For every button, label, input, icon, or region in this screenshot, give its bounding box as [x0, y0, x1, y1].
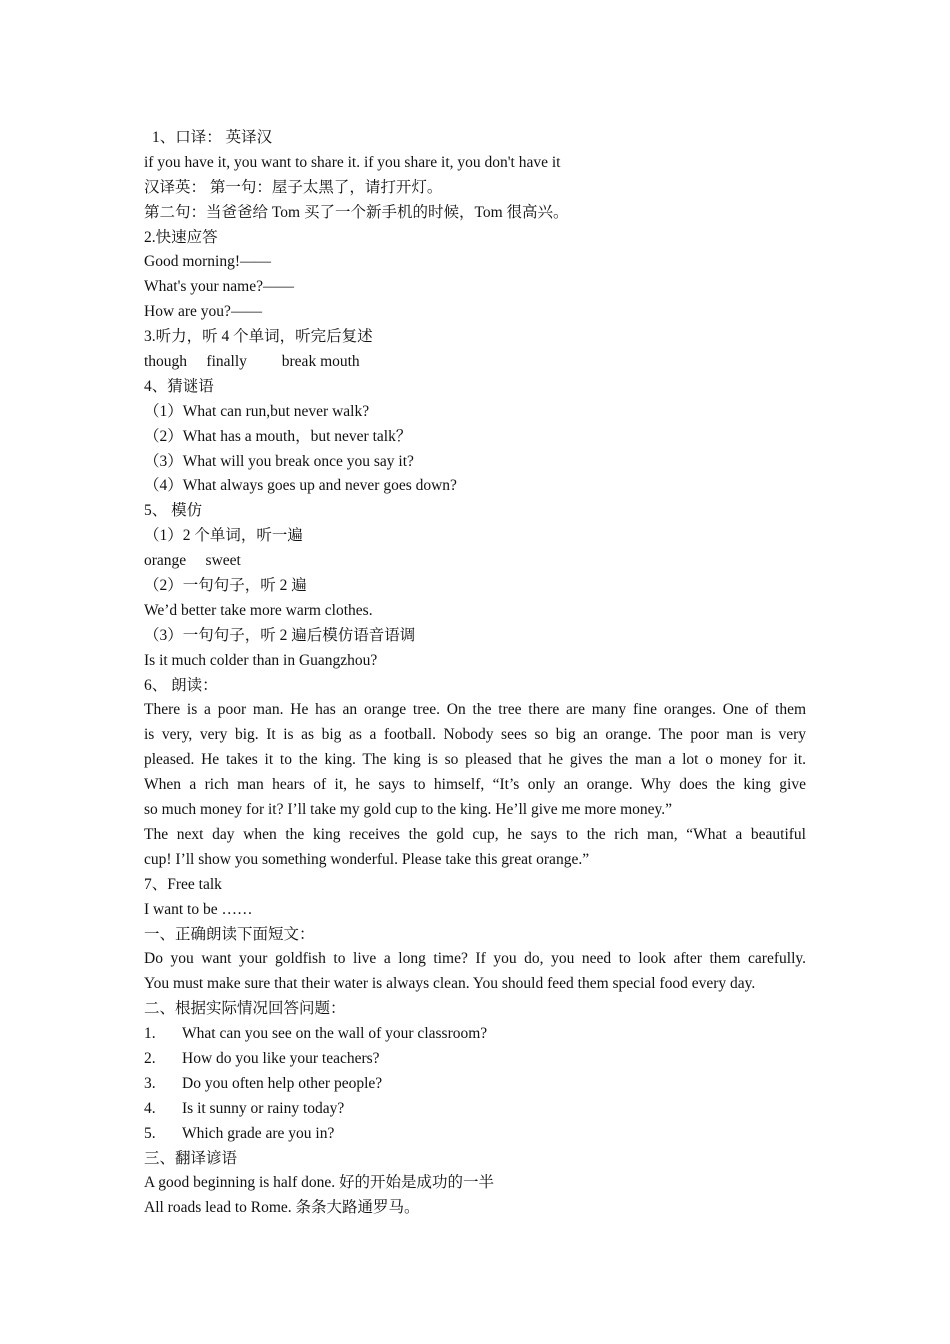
- paragraph-line: so much money for it? I’ll take my gold cup to the king. He’ll give me more money.”: [144, 801, 673, 819]
- heading-quick-response: 2.快速应答: [144, 228, 218, 246]
- paragraph-line: cup! I’ll show you something wonderful. Please take this great orange.”: [144, 850, 590, 868]
- question-item: [144, 1047, 806, 1072]
- text-line: What's your name?——: [144, 278, 294, 296]
- text-line: How are you?——: [144, 303, 262, 321]
- question-text: What can you see on the wall of your classroom?: [182, 1025, 488, 1043]
- text-line: 第二句：当爸爸给 Tom 买了一个新手机的时候，Tom 很高兴。: [144, 203, 569, 221]
- goldfish-paragraph: [144, 947, 806, 997]
- text-line: （2）一句句子，听 2 遍: [144, 577, 307, 595]
- question-item: [144, 1022, 806, 1047]
- paragraph-line: There is a poor man. He has an orange tree. On the tree there are many fine oranges. One of them: [144, 701, 806, 719]
- reading-paragraph-1: [144, 698, 806, 822]
- riddle-item: （3）What will you break once you say it?: [144, 452, 414, 470]
- paragraph-line: The next day when the king receives the gold cup, he says to the rich man, “What a beautiful: [144, 825, 806, 843]
- question-number: 5.: [144, 1124, 156, 1142]
- question-item: [144, 1097, 806, 1122]
- question-text: Do you often help other people?: [182, 1074, 383, 1092]
- paragraph-line: Do you want your goldfish to live a long time? If you do, you need to look after them carefully.: [144, 950, 806, 968]
- reading-paragraph-2: [144, 823, 806, 873]
- question-item: [144, 1122, 806, 1147]
- text-line: （1）2 个单词，听一遍: [144, 527, 303, 545]
- text-line: 汉译英： 第一句：屋子太黑了，请打开灯。: [144, 178, 443, 196]
- text-line: We’d better take more warm clothes.: [144, 601, 373, 619]
- text-line: Is it much colder than in Guangzhou?: [144, 651, 378, 669]
- question-number: 4.: [144, 1099, 156, 1117]
- text-line: though finally break mouth: [144, 353, 360, 371]
- document-body: [144, 126, 806, 1221]
- question-number: 1.: [144, 1025, 156, 1043]
- heading-imitation: 5、 模仿: [144, 502, 203, 520]
- question-text: Which grade are you in?: [182, 1124, 335, 1142]
- heading-riddles: 4、猜谜语: [144, 377, 214, 395]
- text-line: （3）一句句子，听 2 遍后模仿语音语调: [144, 626, 416, 644]
- paragraph-line: is very, very big. It is as big as a football. Nobody sees so big an orange. The poor man is very: [144, 726, 806, 744]
- proverb-line: All roads lead to Rome. 条条大路通罗马。: [144, 1199, 420, 1217]
- question-number: 2.: [144, 1049, 156, 1067]
- text-line: I want to be ……: [144, 900, 253, 918]
- heading-listening: 3.听力，听 4 个单词，听完后复述: [144, 328, 373, 346]
- question-text: How do you like your teachers?: [182, 1049, 380, 1067]
- heading-oral-translation: 1、口译： 英译汉: [152, 129, 273, 146]
- heading-section-2: 二、根据实际情况回答问题：: [144, 1000, 346, 1018]
- heading-section-1: 一、正确朗读下面短文：: [144, 925, 315, 943]
- riddle-item: （4）What always goes up and never goes down?: [144, 477, 457, 495]
- question-list: [144, 1022, 806, 1146]
- heading-section-3: 三、翻译谚语: [144, 1149, 238, 1167]
- question-number: 3.: [144, 1074, 156, 1092]
- riddle-item: （2）What has a mouth，but never talk？: [144, 427, 412, 445]
- paragraph-line: When a rich man hears of it, he says to himself, “It’s only an orange. Why does the king give: [144, 776, 806, 794]
- heading-reading: 6、 朗读：: [144, 676, 218, 694]
- text-line: orange sweet: [144, 552, 241, 570]
- paragraph-line: You must make sure that their water is always clean. You should feed them special food every day.: [144, 975, 756, 993]
- heading-free-talk: 7、Free talk: [144, 875, 222, 893]
- text-line: if you have it, you want to share it. if you share it, you don't have it: [144, 153, 561, 171]
- paragraph-line: pleased. He takes it to the king. The king is so pleased that he gives the man a lot o money for it.: [144, 751, 806, 769]
- text-line: Good morning!——: [144, 253, 272, 271]
- proverb-line: A good beginning is half done. 好的开始是成功的一半: [144, 1174, 495, 1192]
- riddle-item: （1）What can run,but never walk?: [144, 402, 370, 420]
- question-item: [144, 1072, 806, 1097]
- question-text: Is it sunny or rainy today?: [182, 1099, 345, 1117]
